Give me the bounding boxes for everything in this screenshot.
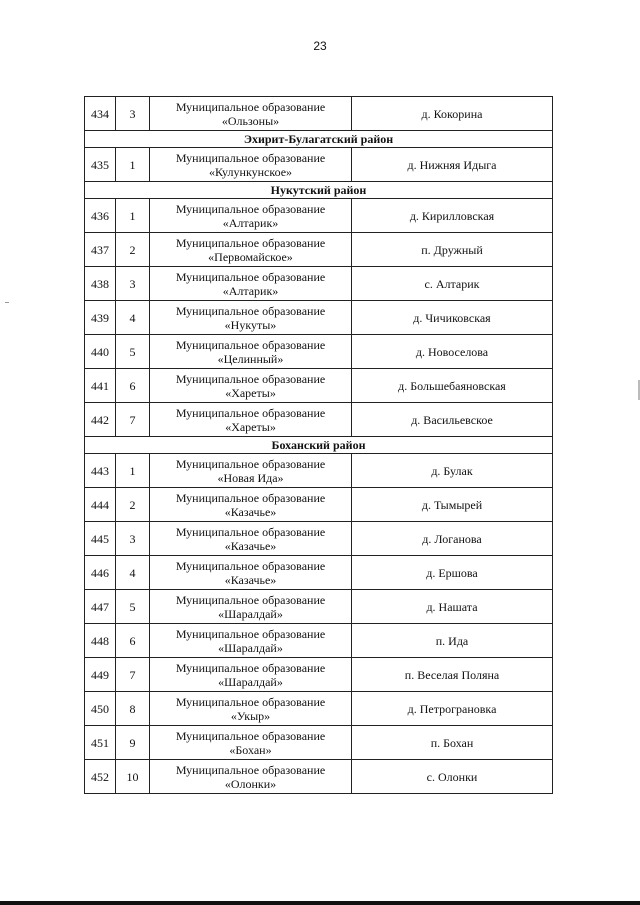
municipality-name: «Шаралдай» xyxy=(218,674,283,689)
district-index: 8 xyxy=(116,692,150,726)
table-row xyxy=(85,335,553,369)
municipality-type: Муниципальное образование xyxy=(175,371,326,386)
municipality-type: Муниципальное образование xyxy=(175,490,326,505)
municipality-name: «Казачье» xyxy=(224,538,277,553)
municipality-cell xyxy=(150,199,352,233)
locality-name: п. Бохан xyxy=(352,726,553,760)
table-row xyxy=(85,454,553,488)
municipality-cell xyxy=(150,454,352,488)
table-row xyxy=(85,301,553,335)
table-row xyxy=(85,522,553,556)
municipality-name: «Шаралдай» xyxy=(218,606,283,621)
municipality-cell xyxy=(150,267,352,301)
district-title: Эхирит-Булагатский район xyxy=(85,131,553,148)
locality-name: п. Ида xyxy=(352,624,553,658)
municipality-type: Муниципальное образование xyxy=(175,660,326,675)
municipality-name: «Укыр» xyxy=(230,708,271,723)
municipality-cell xyxy=(150,624,352,658)
municipality-name: «Новая Ида» xyxy=(217,470,284,485)
municipality-cell xyxy=(150,148,352,182)
district-header-row xyxy=(85,437,553,454)
row-number: 437 xyxy=(85,233,116,267)
municipality-name: «Кулункунское» xyxy=(208,164,293,179)
municipality-type: Муниципальное образование xyxy=(175,269,326,284)
municipality-name: «Хареты» xyxy=(225,385,276,400)
locality-name: с. Алтарик xyxy=(352,267,553,301)
district-index: 1 xyxy=(116,454,150,488)
municipality-type: Муниципальное образование xyxy=(175,728,326,743)
table-row xyxy=(85,488,553,522)
district-index: 1 xyxy=(116,148,150,182)
locality-name: п. Дружный xyxy=(352,233,553,267)
municipality-cell xyxy=(150,692,352,726)
district-title: Боханский район xyxy=(85,437,553,454)
district-index: 6 xyxy=(116,624,150,658)
table-row xyxy=(85,199,553,233)
locality-name: д. Петрограновка xyxy=(352,692,553,726)
district-index: 7 xyxy=(116,658,150,692)
municipality-name: «Казачье» xyxy=(224,572,277,587)
locality-name: д. Тымырей xyxy=(352,488,553,522)
municipality-type: Муниципальное образование xyxy=(175,150,326,165)
district-index: 4 xyxy=(116,301,150,335)
municipality-name: «Казачье» xyxy=(224,504,277,519)
municipality-cell xyxy=(150,335,352,369)
district-title: Нукутский район xyxy=(85,182,553,199)
row-number: 444 xyxy=(85,488,116,522)
district-index: 4 xyxy=(116,556,150,590)
district-index: 7 xyxy=(116,403,150,437)
municipality-cell xyxy=(150,301,352,335)
municipality-cell xyxy=(150,233,352,267)
municipality-type: Муниципальное образование xyxy=(175,337,326,352)
district-index: 3 xyxy=(116,522,150,556)
locality-name: д. Кирилловская xyxy=(352,199,553,233)
municipality-cell xyxy=(150,488,352,522)
row-number: 436 xyxy=(85,199,116,233)
row-number: 438 xyxy=(85,267,116,301)
municipality-cell xyxy=(150,590,352,624)
district-index: 5 xyxy=(116,335,150,369)
municipality-cell xyxy=(150,760,352,794)
municipality-cell xyxy=(150,522,352,556)
municipality-type: Муниципальное образование xyxy=(175,99,326,114)
district-index: 5 xyxy=(116,590,150,624)
scan-bottom-edge xyxy=(0,901,640,905)
table-row xyxy=(85,624,553,658)
municipality-cell xyxy=(150,403,352,437)
row-number: 440 xyxy=(85,335,116,369)
table-row xyxy=(85,97,553,131)
table-row xyxy=(85,403,553,437)
table-body xyxy=(85,97,553,794)
district-index: 3 xyxy=(116,97,150,131)
district-index: 9 xyxy=(116,726,150,760)
municipality-cell xyxy=(150,556,352,590)
municipality-type: Муниципальное образование xyxy=(175,201,326,216)
municipality-name: «Шаралдай» xyxy=(218,640,283,655)
margin-mark xyxy=(5,302,9,303)
row-number: 450 xyxy=(85,692,116,726)
locality-name: д. Ершова xyxy=(352,556,553,590)
locality-name: д. Нашата xyxy=(352,590,553,624)
table-row xyxy=(85,369,553,403)
locality-name: д. Новоселова xyxy=(352,335,553,369)
table-row xyxy=(85,726,553,760)
district-header-row xyxy=(85,182,553,199)
locality-name: д. Нижняя Идыга xyxy=(352,148,553,182)
municipality-type: Муниципальное образование xyxy=(175,694,326,709)
locality-name: д. Чичиковская xyxy=(352,301,553,335)
table-row xyxy=(85,760,553,794)
locality-name: д. Логанова xyxy=(352,522,553,556)
municipality-name: «Ользоны» xyxy=(221,113,280,128)
municipality-name: «Алтарик» xyxy=(222,215,279,230)
locality-name: с. Олонки xyxy=(352,760,553,794)
table-row xyxy=(85,267,553,301)
municipality-name: «Первомайское» xyxy=(208,249,293,264)
district-index: 6 xyxy=(116,369,150,403)
municipality-name: «Бохан» xyxy=(229,742,272,757)
table-row xyxy=(85,148,553,182)
locality-name: д. Васильевское xyxy=(352,403,553,437)
table-row xyxy=(85,692,553,726)
row-number: 442 xyxy=(85,403,116,437)
table-row xyxy=(85,556,553,590)
district-index: 3 xyxy=(116,267,150,301)
table-row xyxy=(85,658,553,692)
row-number: 451 xyxy=(85,726,116,760)
locality-name: п. Веселая Поляна xyxy=(352,658,553,692)
row-number: 434 xyxy=(85,97,116,131)
locality-name: д. Большебаяновская xyxy=(352,369,553,403)
municipality-name: «Алтарик» xyxy=(222,283,279,298)
row-number: 452 xyxy=(85,760,116,794)
district-index: 2 xyxy=(116,488,150,522)
municipality-type: Муниципальное образование xyxy=(175,405,326,420)
municipality-type: Муниципальное образование xyxy=(175,303,326,318)
table-row xyxy=(85,590,553,624)
municipality-type: Муниципальное образование xyxy=(175,456,326,471)
row-number: 435 xyxy=(85,148,116,182)
municipality-type: Муниципальное образование xyxy=(175,524,326,539)
municipality-cell xyxy=(150,97,352,131)
row-number: 447 xyxy=(85,590,116,624)
municipality-type: Муниципальное образование xyxy=(175,235,326,250)
row-number: 439 xyxy=(85,301,116,335)
settlements-table xyxy=(84,96,553,794)
municipality-name: «Хареты» xyxy=(225,419,276,434)
municipality-cell xyxy=(150,658,352,692)
municipality-name: «Нукуты» xyxy=(224,317,277,332)
district-index: 2 xyxy=(116,233,150,267)
locality-name: д. Кокорина xyxy=(352,97,553,131)
page-number: 23 xyxy=(313,39,327,53)
locality-name: д. Булак xyxy=(352,454,553,488)
municipality-name: «Олонки» xyxy=(224,776,277,791)
municipality-type: Муниципальное образование xyxy=(175,592,326,607)
district-index: 10 xyxy=(116,760,150,794)
district-index: 1 xyxy=(116,199,150,233)
row-number: 445 xyxy=(85,522,116,556)
municipality-type: Муниципальное образование xyxy=(175,626,326,641)
row-number: 449 xyxy=(85,658,116,692)
municipality-type: Муниципальное образование xyxy=(175,558,326,573)
row-number: 443 xyxy=(85,454,116,488)
municipality-cell xyxy=(150,726,352,760)
municipality-cell xyxy=(150,369,352,403)
row-number: 448 xyxy=(85,624,116,658)
municipality-name: «Целинный» xyxy=(217,351,284,366)
row-number: 441 xyxy=(85,369,116,403)
table-row xyxy=(85,233,553,267)
municipality-type: Муниципальное образование xyxy=(175,762,326,777)
row-number: 446 xyxy=(85,556,116,590)
district-header-row xyxy=(85,131,553,148)
